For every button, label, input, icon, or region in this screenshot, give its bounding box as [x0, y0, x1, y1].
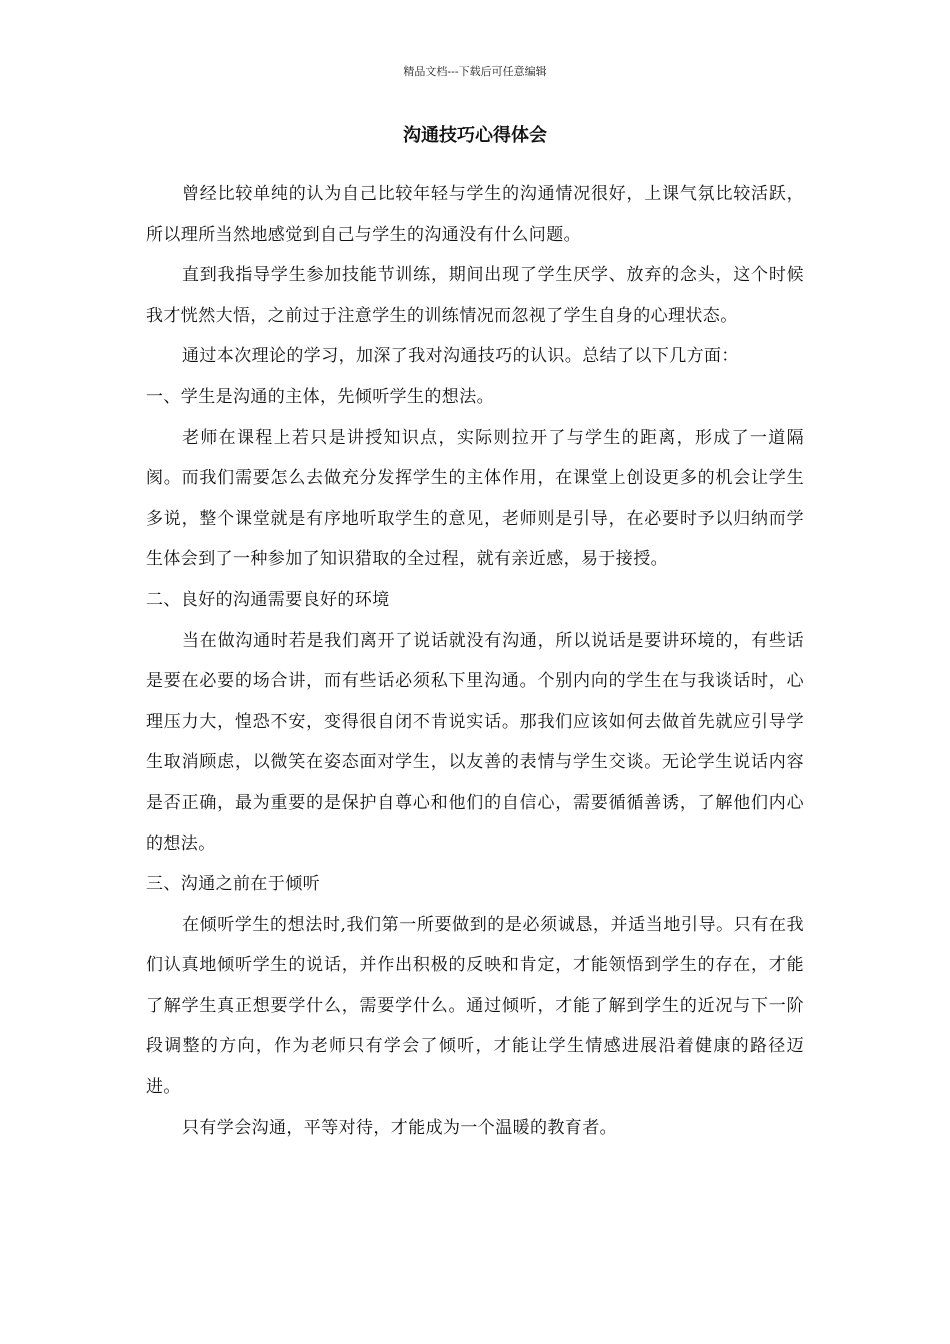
- paragraph-realization: 直到我指导学生参加技能节训练，期间出现了学生厌学、放弃的念头，这个时候我才恍然大悟，之前过于注意学生的训练情况而忽视了学生自身的心理状态。: [146, 265, 804, 326]
- paragraph-section-1: 老师在课程上若只是讲授知识点，实际则拉开了与学生的距离，形成了一道隔阂。而我们需要怎么去做充分发挥学生的主体作用，在课堂上创设更多的机会让学生多说，整个课堂就是有序地听取学生的意见，老师则是引导，在必要时予以归纳而学生体会到了一种参加了知识猎取的全过程，就有亲近感，易于接授。: [146, 427, 804, 570]
- header-note: 精品文档---下载后可任意编辑: [403, 65, 547, 78]
- section-heading-1: 一、学生是沟通的主体，先倾听学生的想法。: [146, 386, 494, 407]
- paragraph-conclusion: 只有学会沟通，平等对待，才能成为一个温暖的教育者。: [182, 1117, 617, 1138]
- paragraph-section-3: 在倾听学生的想法时,我们第一所要做到的是必须诚恳，并适当地引导。只有在我们认真地倾听学生的说话，并作出积极的反映和肯定，才能领悟到学生的存在，才能了解学生真正想要学什么，需要学什么。通过倾听，才能了解到学生的近况与下一阶段调整的方向，作为老师只有学会了倾听，才能让学生情感进展沿着健康的路径迈进。: [146, 914, 804, 1098]
- section-heading-2: 二、良好的沟通需要良好的环境: [146, 589, 390, 610]
- section-heading-3: 三、沟通之前在于倾听: [146, 874, 320, 895]
- paragraph-section-2: 当在做沟通时若是我们离开了说话就没有沟通，所以说话是要讲环境的，有些话是要在必要的场合讲，而有些话必须私下里沟通。个别内向的学生在与我谈话时，心理压力大，惶恐不安，变得很自闭不肯说实话。那我们应该如何去做首先就应引导学生取消顾虑，以微笑在姿态面对学生，以友善的表情与学生交谈。无论学生说话内容是否正确，最为重要的是保护自尊心和他们的自信心，需要循循善诱，了解他们内心的想法。: [146, 630, 804, 854]
- document-title: 沟通技巧心得体会: [403, 125, 547, 146]
- paragraph-intro: 曾经比较单纯的认为自己比较年轻与学生的沟通情况很好，上课气氛比较活跃，所以理所当然地感觉到自己与学生的沟通没有什么问题。: [146, 184, 804, 245]
- document-body: [146, 174, 804, 1148]
- paragraph-summary-lead: 通过本次理论的学习，加深了我对沟通技巧的认识。总结了以下几方面：: [182, 346, 739, 367]
